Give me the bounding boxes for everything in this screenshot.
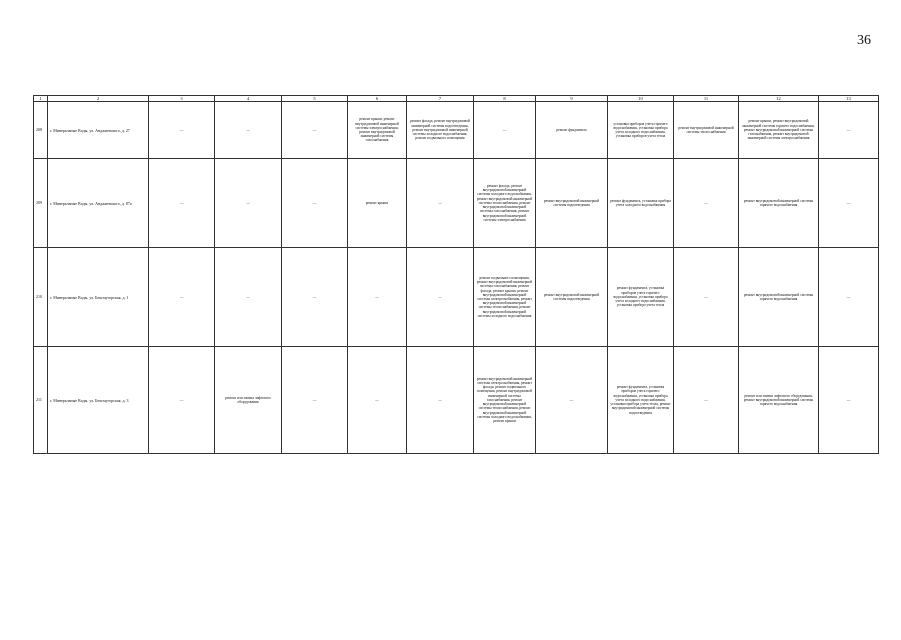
work-cell: ремонт внутридомовой инженерной системы горячего водоснабжения (739, 159, 819, 248)
work-cell: — (282, 248, 348, 347)
work-cell: ремонт внутридомовой инженерной системы теплоснабжения (674, 102, 739, 159)
work-cell: установка приборов учета горячего водоснабжения, установка прибора учета холодного водоснабжения, установка приборов учета тепла (608, 102, 674, 159)
header-cell: 9 (536, 96, 608, 102)
header-cell: 6 (348, 96, 407, 102)
header-cell: 10 (608, 96, 674, 102)
header-cell: 4 (215, 96, 282, 102)
work-cell: ремонт внутридомовой инженерной системы водоотведения (536, 159, 608, 248)
work-cell: — (819, 159, 879, 248)
row-number: 209 (34, 159, 48, 248)
work-cell: — (819, 248, 879, 347)
work-cell: — (674, 159, 739, 248)
table-row (34, 102, 879, 159)
work-cell: — (149, 102, 215, 159)
work-cell: — (282, 347, 348, 454)
work-cell: ремонт или замена лифтового оборудования, ремонт внутридомовой инженерной системы горячего водоснабжения (739, 347, 819, 454)
work-cell: — (215, 248, 282, 347)
work-cell: — (348, 248, 407, 347)
header-cell: 3 (149, 96, 215, 102)
work-cell: ремонт фасада, ремонт внутридомовой инженерной системы водоотведения, ремонт внутридомовой инженерной системы холодного водоснабжения, ремонт подвального помещения (407, 102, 474, 159)
page-number: 36 (857, 33, 871, 48)
work-cell: — (348, 347, 407, 454)
work-cell: ремонт фасада, ремонт внутридомовой инженерной системы холодного водоснабжения, ремонт внутридомовой инженерной системы теплоснабжения, ремонт внутридомовой инженерной системы газоснабжения, ремонт внутридомовой инженерной системы электроснабжения (474, 159, 536, 248)
table-row (34, 248, 879, 347)
address-cell: г. Минеральные Воды, ул. Анджиевского, д. 27 (48, 102, 149, 159)
work-cell: ремонт фундамента, установка прибора учета холодного водоснабжения (608, 159, 674, 248)
work-cell: — (674, 248, 739, 347)
work-cell: ремонт крыши, ремонт внутридомовой инженерной системы горячего водоснабжения, ремонт внутридомовой инженерной системы газоснабжения, ремонт внутридомовой инженерной системы электроснабжения (739, 102, 819, 159)
table-row (34, 347, 879, 454)
row-number: 208 (34, 102, 48, 159)
work-cell: — (536, 347, 608, 454)
work-cell: — (282, 159, 348, 248)
work-cell: — (819, 102, 879, 159)
address-cell: г. Минеральные Воды, ул. Бештаугорская, д. 3 (48, 347, 149, 454)
row-number: 210 (34, 248, 48, 347)
repair-schedule-table (33, 95, 879, 454)
work-cell: ремонт внутридомовой инженерной системы электроснабжения, ремонт фасада, ремонт подвального помещения, ремонт внутридомовой инженерной системы газоснабжения, ремонт внутридомовой инженерной системы теплоснабжения, ремонт внутридомовой инженерной системы холодного водоснабжения, ремонт крыши (474, 347, 536, 454)
address-cell: г. Минеральные Воды, ул. Анджиевского, д. 87а (48, 159, 149, 248)
work-cell: — (819, 347, 879, 454)
header-cell: 12 (739, 96, 819, 102)
work-cell: — (282, 102, 348, 159)
work-cell: ремонт или замена лифтового оборудования (215, 347, 282, 454)
work-cell: ремонт подвального помещения, ремонт внутридомовой инженерной системы газоснабжения, ремонт фасада, ремонт крыши, ремонт внутридомовой инженерной системы электроснабжения, ремонт внутридомовой инженерной системы теплоснабжения, ремонт внутридомовой инженерной системы холодного водоснабжения (474, 248, 536, 347)
work-cell: — (407, 248, 474, 347)
work-cell: ремонт внутридомовой инженерной системы водоотведения (536, 248, 608, 347)
header-cell: 13 (819, 96, 879, 102)
work-cell: — (674, 347, 739, 454)
address-cell: г. Минеральные Воды, ул. Бештаугорская, д. 1 (48, 248, 149, 347)
work-cell: — (215, 102, 282, 159)
work-cell: ремонт крыши, ремонт внутридомовой инженерной системы электроснабжения, ремонт внутридомовой инженерной системы газоснабжения (348, 102, 407, 159)
header-cell: 5 (282, 96, 348, 102)
work-cell: — (407, 347, 474, 454)
row-number: 211 (34, 347, 48, 454)
header-cell: 8 (474, 96, 536, 102)
work-cell: ремонт фундамента, установка приборов учета горячего водоснабжения, установка прибора учета холодного водоснабжения, установка прибора учета тепла, ремонт внутридомовой инженерной системы водоотведения (608, 347, 674, 454)
work-cell: ремонт внутридомовой инженерной системы горячего водоснабжения (739, 248, 819, 347)
work-cell: — (474, 102, 536, 159)
header-cell: 7 (407, 96, 474, 102)
work-cell: — (149, 248, 215, 347)
work-cell: — (407, 159, 474, 248)
work-cell: — (149, 159, 215, 248)
work-cell: — (149, 347, 215, 454)
header-cell: 1 (34, 96, 48, 102)
header-cell: 2 (48, 96, 149, 102)
work-cell: ремонт фундамента, установка приборов учета горячего водоснабжения, установка прибора учета холодного водоснабжения, установка прибора учета тепла (608, 248, 674, 347)
header-cell: 11 (674, 96, 739, 102)
work-cell: — (215, 159, 282, 248)
work-cell: ремонт фундамента (536, 102, 608, 159)
table-row (34, 159, 879, 248)
work-cell: ремонт крыши (348, 159, 407, 248)
